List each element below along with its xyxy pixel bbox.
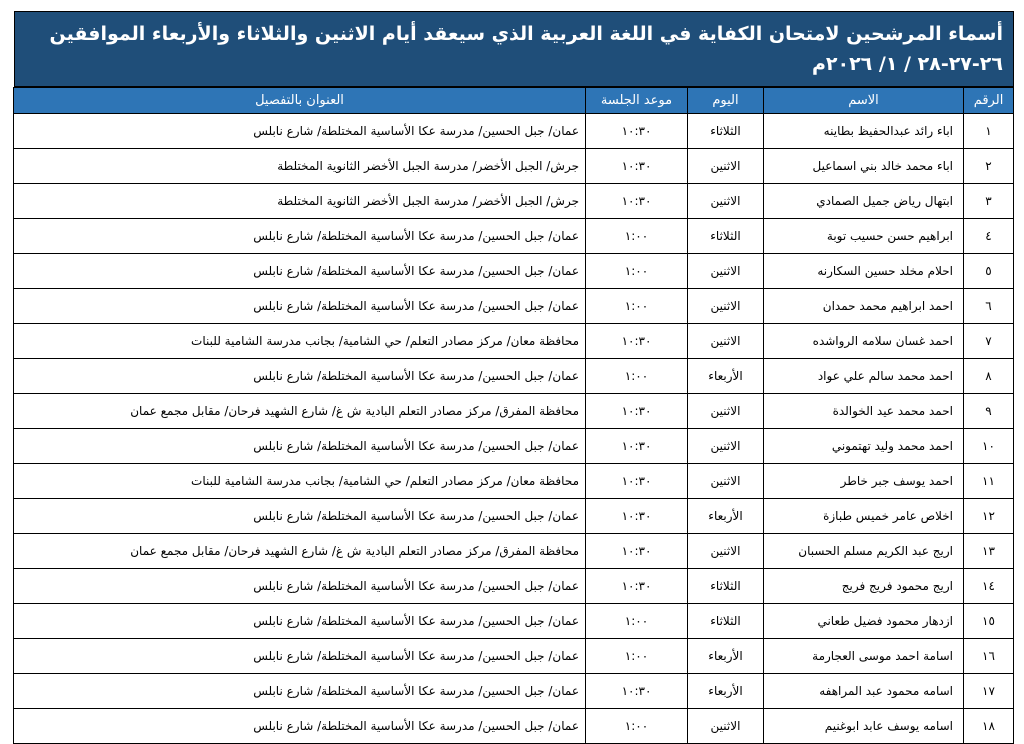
candidate-name: ابتهال رياض جميل الصمادي (764, 184, 964, 219)
exam-day: الاثنين (688, 394, 764, 429)
candidate-name: احمد محمد سالم علي عواد (764, 359, 964, 394)
row-number: ٥ (964, 254, 1014, 289)
table-row (14, 429, 1014, 464)
table-row (14, 534, 1014, 569)
title-line-2: ٢٦-٢٧-٢٨ / ١/ ٢٠٢٦م (811, 53, 1003, 75)
session-time: ١٠:٣٠ (586, 184, 688, 219)
row-number: ١٨ (964, 709, 1014, 744)
session-time: ١٠:٣٠ (586, 674, 688, 709)
table-row (14, 114, 1014, 149)
exam-day: الاثنين (688, 254, 764, 289)
exam-day: الاثنين (688, 464, 764, 499)
candidate-name: اباء رائد عبدالحفيظ بطاينه (764, 114, 964, 149)
row-number: ٧ (964, 324, 1014, 359)
exam-address: عمان/ جبل الحسين/ مدرسة عكا الأساسية المختلطة/ شارع نابلس (14, 114, 586, 149)
candidate-name: اسامه يوسف عابد ابوغنيم (764, 709, 964, 744)
table-row (14, 149, 1014, 184)
row-number: ١٢ (964, 499, 1014, 534)
candidate-name: احمد ابراهيم محمد حمدان (764, 289, 964, 324)
header-time: موعد الجلسة (586, 88, 688, 114)
table-row (14, 359, 1014, 394)
session-time: ١:٠٠ (586, 219, 688, 254)
session-time: ١٠:٣٠ (586, 499, 688, 534)
session-time: ١٠:٣٠ (586, 324, 688, 359)
table-row (14, 674, 1014, 709)
candidate-name: احلام مخلد حسين السكارنه (764, 254, 964, 289)
header-name: الاسم (764, 88, 964, 114)
exam-address: محافظة المفرق/ مركز مصادر التعلم البادية ش غ/ شارع الشهيد فرحان/ مقابل مجمع عمان (14, 534, 586, 569)
candidate-name: احمد محمد وليد تهتموني (764, 429, 964, 464)
session-time: ١٠:٣٠ (586, 394, 688, 429)
session-time: ١:٠٠ (586, 289, 688, 324)
table-row (14, 604, 1014, 639)
session-time: ١٠:٣٠ (586, 534, 688, 569)
table-row (14, 464, 1014, 499)
exam-day: الثلاثاء (688, 219, 764, 254)
exam-address: عمان/ جبل الحسين/ مدرسة عكا الأساسية المختلطة/ شارع نابلس (14, 639, 586, 674)
exam-day: الاثنين (688, 184, 764, 219)
candidate-name: احمد محمد عيد الخوالدة (764, 394, 964, 429)
row-number: ٢ (964, 149, 1014, 184)
table-row (14, 184, 1014, 219)
candidate-name: اباء محمد خالد بني اسماعيل (764, 149, 964, 184)
exam-day: الأربعاء (688, 674, 764, 709)
session-time: ١٠:٣٠ (586, 569, 688, 604)
table-row (14, 254, 1014, 289)
table-row (14, 499, 1014, 534)
table-row (14, 289, 1014, 324)
exam-day: الاثنين (688, 324, 764, 359)
exam-address: جرش/ الجبل الأخضر/ مدرسة الجبل الأخضر الثانوية المختلطة (14, 184, 586, 219)
header-address: العنوان بالتفصيل (14, 88, 586, 114)
row-number: ١٣ (964, 534, 1014, 569)
exam-day: الثلاثاء (688, 569, 764, 604)
exam-address: عمان/ جبل الحسين/ مدرسة عكا الأساسية المختلطة/ شارع نابلس (14, 219, 586, 254)
exam-address: عمان/ جبل الحسين/ مدرسة عكا الأساسية المختلطة/ شارع نابلس (14, 709, 586, 744)
candidate-name: احمد يوسف جبر خاطر (764, 464, 964, 499)
row-number: ٩ (964, 394, 1014, 429)
exam-day: الأربعاء (688, 359, 764, 394)
exam-address: عمان/ جبل الحسين/ مدرسة عكا الأساسية المختلطة/ شارع نابلس (14, 569, 586, 604)
candidate-name: اسامة احمد موسى العجارمة (764, 639, 964, 674)
title-block (14, 11, 1014, 87)
row-number: ٤ (964, 219, 1014, 254)
exam-address: عمان/ جبل الحسين/ مدرسة عكا الأساسية المختلطة/ شارع نابلس (14, 429, 586, 464)
table-row (14, 219, 1014, 254)
exam-day: الاثنين (688, 534, 764, 569)
candidates-sheet (14, 11, 1014, 744)
exam-address: جرش/ الجبل الأخضر/ مدرسة الجبل الأخضر الثانوية المختلطة (14, 149, 586, 184)
title-line-1: أسماء المرشحين لامتحان الكفاية في اللغة العربية الذي سيعقد أيام الاثنين والثلاثاء والأربعاء الموافقين (49, 23, 1003, 45)
exam-address: عمان/ جبل الحسين/ مدرسة عكا الأساسية المختلطة/ شارع نابلس (14, 499, 586, 534)
candidate-name: اخلاص عامر خميس طبازة (764, 499, 964, 534)
exam-address: عمان/ جبل الحسين/ مدرسة عكا الأساسية المختلطة/ شارع نابلس (14, 254, 586, 289)
table-row (14, 394, 1014, 429)
row-number: ١ (964, 114, 1014, 149)
exam-day: الأربعاء (688, 639, 764, 674)
header-row (14, 88, 1014, 114)
session-time: ١٠:٣٠ (586, 149, 688, 184)
table-row (14, 639, 1014, 674)
row-number: ٦ (964, 289, 1014, 324)
row-number: ١٤ (964, 569, 1014, 604)
exam-day: الاثنين (688, 149, 764, 184)
candidate-name: اريج محمود فريج فريج (764, 569, 964, 604)
row-number: ١١ (964, 464, 1014, 499)
session-time: ١:٠٠ (586, 709, 688, 744)
exam-address: محافظة معان/ مركز مصادر التعلم/ حي الشامية/ بجانب مدرسة الشامية للبنات (14, 324, 586, 359)
candidate-name: ابراهيم حسن حسيب توبة (764, 219, 964, 254)
table-row (14, 709, 1014, 744)
exam-address: محافظة المفرق/ مركز مصادر التعلم البادية ش غ/ شارع الشهيد فرحان/ مقابل مجمع عمان (14, 394, 586, 429)
exam-day: الثلاثاء (688, 604, 764, 639)
session-time: ١:٠٠ (586, 639, 688, 674)
session-time: ١٠:٣٠ (586, 114, 688, 149)
candidate-name: اسامه محمود عبد المراهفه (764, 674, 964, 709)
exam-address: عمان/ جبل الحسين/ مدرسة عكا الأساسية المختلطة/ شارع نابلس (14, 674, 586, 709)
header-num: الرقم (964, 88, 1014, 114)
session-time: ١٠:٣٠ (586, 429, 688, 464)
row-number: ١٦ (964, 639, 1014, 674)
candidates-table (13, 87, 1014, 744)
session-time: ١:٠٠ (586, 254, 688, 289)
row-number: ١٧ (964, 674, 1014, 709)
row-number: ٨ (964, 359, 1014, 394)
table-row (14, 324, 1014, 359)
exam-day: الاثنين (688, 429, 764, 464)
candidate-name: اريج عبد الكريم مسلم الحسبان (764, 534, 964, 569)
header-day: اليوم (688, 88, 764, 114)
candidate-name: ازدهار محمود فضيل طعاني (764, 604, 964, 639)
session-time: ١٠:٣٠ (586, 464, 688, 499)
row-number: ٣ (964, 184, 1014, 219)
exam-day: الاثنين (688, 289, 764, 324)
exam-day: الاثنين (688, 709, 764, 744)
exam-day: الأربعاء (688, 499, 764, 534)
exam-day: الثلاثاء (688, 114, 764, 149)
row-number: ١٥ (964, 604, 1014, 639)
exam-address: عمان/ جبل الحسين/ مدرسة عكا الأساسية المختلطة/ شارع نابلس (14, 359, 586, 394)
exam-address: عمان/ جبل الحسين/ مدرسة عكا الأساسية المختلطة/ شارع نابلس (14, 289, 586, 324)
exam-address: محافظة معان/ مركز مصادر التعلم/ حي الشامية/ بجانب مدرسة الشامية للبنات (14, 464, 586, 499)
row-number: ١٠ (964, 429, 1014, 464)
candidate-name: احمد غسان سلامه الرواشده (764, 324, 964, 359)
session-time: ١:٠٠ (586, 359, 688, 394)
session-time: ١:٠٠ (586, 604, 688, 639)
table-row (14, 569, 1014, 604)
exam-address: عمان/ جبل الحسين/ مدرسة عكا الأساسية المختلطة/ شارع نابلس (14, 604, 586, 639)
